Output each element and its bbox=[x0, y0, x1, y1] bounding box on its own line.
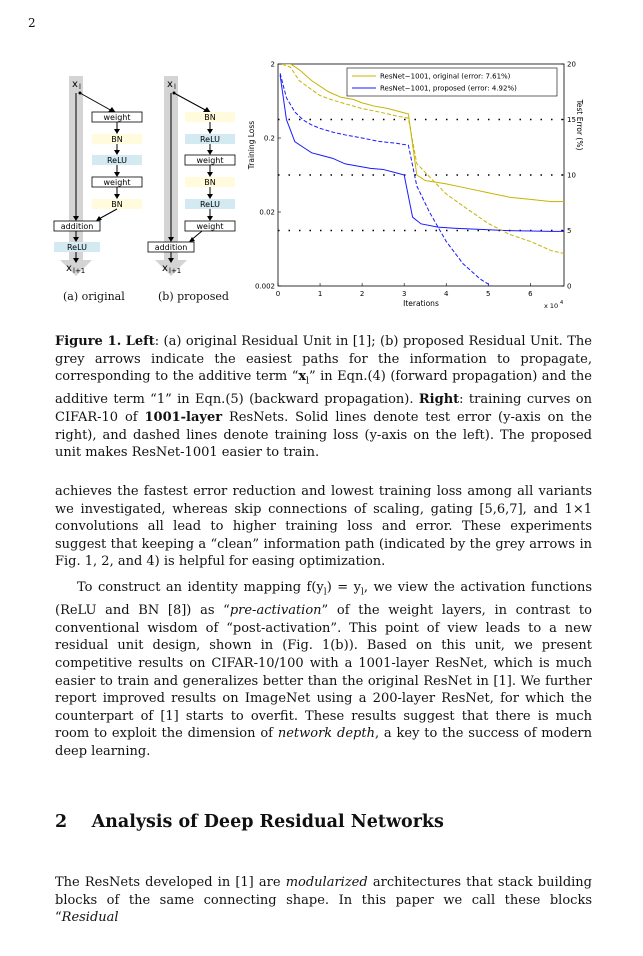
svg-text:addition: addition bbox=[154, 243, 188, 252]
figure-caption: Figure 1. Left: (a) original Residual Unit in [1]; (b) proposed Residual Unit. The grey arrows indicate the easiest paths for the information to propagate, corresponding to the additive term “$x_l$” in Eqn.(4) (forward propagation) and the additive term “1” in Eqn.(5) (backward propagation). Right: training curves on CIFAR-10 of 1001-layer ResNets. Solid lines denote test error (y-axis on the right), and dashed lines denote training loss (y-axis on the left). The proposed unit makes ResNet-1001 easier to train. bbox=[55, 334, 592, 461]
svg-text:BN: BN bbox=[111, 200, 123, 209]
x-multiplier: x 10 bbox=[544, 302, 559, 310]
original-output-sub: l+1 bbox=[73, 267, 86, 275]
y-right-tick-label-3: 15 bbox=[567, 116, 576, 124]
figure-label: Figure 1. bbox=[55, 334, 122, 349]
proposed-input-sub: l bbox=[174, 83, 176, 91]
proposed-output-sub: l+1 bbox=[169, 267, 182, 275]
y-left-tick-label-3: 2 bbox=[270, 60, 275, 69]
y-right-axis-label: Test Error (%) bbox=[575, 99, 584, 151]
residual-unit-diagram bbox=[52, 66, 247, 288]
svg-text:ReLU: ReLU bbox=[199, 135, 221, 144]
y-left-tick-label-0: 0.002 bbox=[254, 282, 275, 291]
original-input-label: x bbox=[72, 79, 78, 90]
proposed-input-label: x bbox=[167, 79, 173, 90]
y-right-tick-label-4: 20 bbox=[567, 60, 576, 69]
svg-text:BN: BN bbox=[204, 113, 216, 122]
svg-text:addition: addition bbox=[60, 222, 94, 231]
proposed-output-label: x bbox=[162, 263, 168, 274]
training-curves-chart bbox=[244, 56, 584, 320]
x-tick-label-1: 1 bbox=[317, 290, 323, 298]
x-tick-label-2: 2 bbox=[359, 290, 365, 298]
paragraph-1: achieves the fastest error reduction and lowest training loss among all variants we investigated, whereas skip connections of scaling, gating [5,6,7], and 1×1 convolutions all lead to higher training loss and error. These experiments suggest that keeping a “clean” information path (indicated by the grey arrows in Fig. 1, 2, and 4) is helpful for easing optimization. bbox=[55, 484, 592, 570]
y-left-tick-label-2: 0.2 bbox=[263, 134, 275, 143]
caption-right-label: Right bbox=[418, 392, 460, 408]
svg-text:weight: weight bbox=[103, 178, 131, 187]
original-output-label: x bbox=[66, 263, 72, 274]
x-tick-label-4: 4 bbox=[444, 290, 449, 298]
paragraph-3: The ResNets developed in [1] are modularized architectures that stack building blocks of the same connecting shape. In this paper we call these blocks “Residual bbox=[55, 875, 592, 926]
original-input-sub: l bbox=[79, 83, 81, 91]
svg-text:BN: BN bbox=[111, 135, 123, 144]
svg-text:weight: weight bbox=[196, 222, 224, 231]
svg-text:BN: BN bbox=[204, 178, 216, 187]
caption-original: (a) original bbox=[63, 290, 125, 303]
section-heading bbox=[55, 812, 444, 832]
svg-text:weight: weight bbox=[103, 113, 131, 122]
caption-proposed: (b) proposed bbox=[158, 290, 229, 303]
svg-text:ReLU: ReLU bbox=[66, 243, 88, 252]
caption-left-label: Left bbox=[125, 334, 155, 349]
x-tick-label-0: 0 bbox=[275, 290, 281, 298]
y-right-tick-label-0: 0 bbox=[567, 282, 572, 291]
y-right-tick-label-2: 10 bbox=[567, 171, 576, 180]
legend-label-0: ResNet−1001, original (error: 7.61%) bbox=[380, 72, 511, 81]
x-axis-label: Iterations bbox=[403, 299, 439, 308]
y-left-axis-label: Training Loss bbox=[247, 120, 256, 170]
y-right-tick-label-1: 5 bbox=[567, 227, 572, 235]
legend-label-1: ResNet−1001, proposed (error: 4.92%) bbox=[380, 84, 517, 93]
x-tick-label-6: 6 bbox=[528, 290, 533, 298]
y-left-tick-label-1: 0.02 bbox=[259, 208, 275, 217]
svg-text:ReLU: ReLU bbox=[199, 200, 221, 209]
x-tick-label-5: 5 bbox=[486, 290, 491, 298]
svg-text:ReLU: ReLU bbox=[106, 156, 128, 165]
section-number: 2 bbox=[55, 812, 68, 832]
x-tick-label-3: 3 bbox=[401, 290, 407, 298]
svg-text:weight: weight bbox=[196, 156, 224, 165]
section-title: Analysis of Deep Residual Networks bbox=[91, 812, 444, 832]
paragraph-2: To construct an identity mapping $f(y_l) = y_l$, we view the activation functions (ReLU and BN [8]) as “pre-activation” of the weight layers, in contrast to conventional wisdom of “post-activation”. This point of view leads to a new residual unit design, shown in (Fig. 1(b)). Based on this unit, we present competitive results on CIFAR-10/100 with a 1001-layer ResNet, which is much easier to train and generalizes better than the original ResNet in [1]. We further report improved results on ImageNet using a 200-layer ResNet, for which the counterpart of [1] starts to overfit. These results suggest that there is much room to exploit the dimension of network depth, a key to the success of modern deep learning. bbox=[55, 580, 593, 759]
x-multiplier-exp: 4 bbox=[560, 300, 564, 306]
page-number: 2 bbox=[28, 16, 36, 30]
